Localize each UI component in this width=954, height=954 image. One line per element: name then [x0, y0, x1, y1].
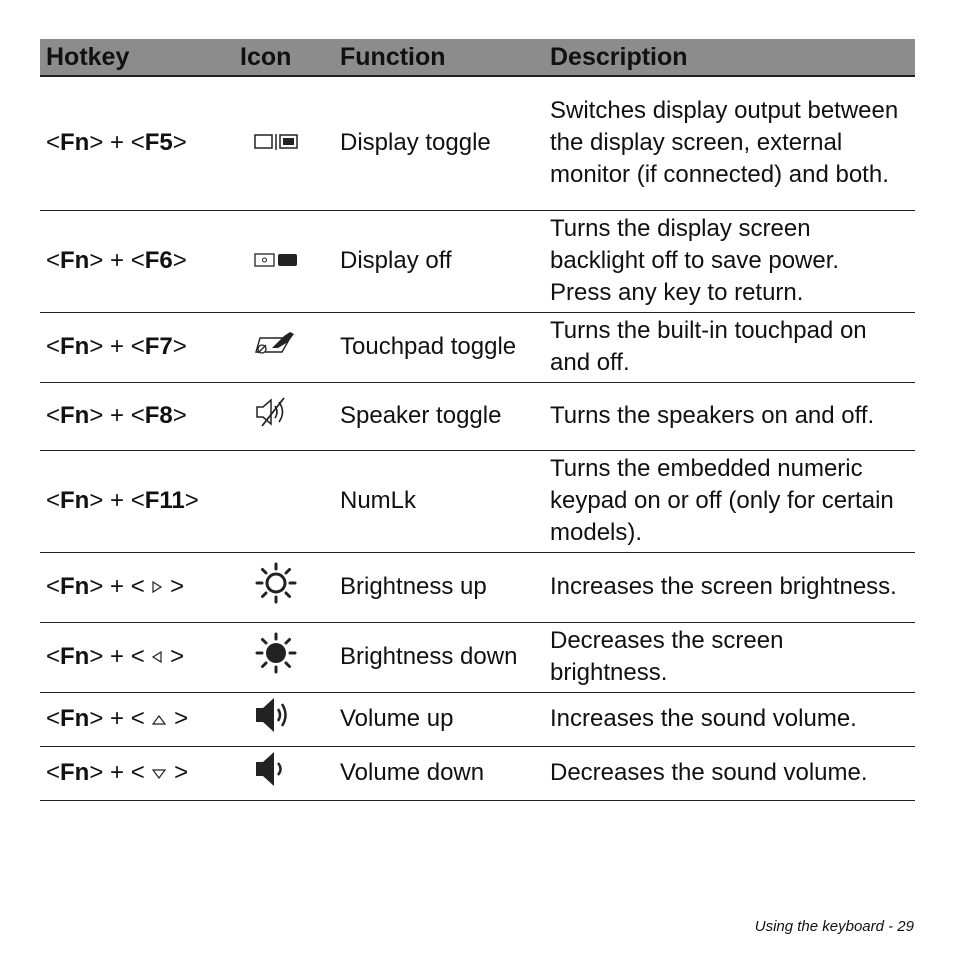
table-row [40, 450, 915, 552]
description-cell: Switches display output between the display screen, external monitor (if connected) and both. [550, 76, 915, 210]
display-off-icon [254, 245, 298, 277]
function-cell: Display off [340, 210, 550, 312]
table-row [40, 552, 915, 622]
brightness-up-icon [254, 561, 298, 614]
touchpad-toggle-icon [254, 330, 298, 365]
table-row [40, 312, 915, 382]
plus: + [110, 642, 125, 670]
fn-key: Fn [60, 642, 90, 670]
hotkey-cell: <Fn> + < > [40, 552, 234, 622]
function-cell: Display toggle [340, 76, 550, 210]
col-icon: Icon [234, 39, 340, 76]
description-cell: Turns the embedded numeric keypad on or off (only for certain models). [550, 450, 915, 552]
plus: + [110, 247, 125, 274]
table-row [40, 622, 915, 692]
plus: + [110, 572, 125, 600]
description-cell: Turns the display screen backlight off to save power. Press any key to return. [550, 210, 915, 312]
key: F5 [144, 129, 173, 157]
key: F11 [144, 487, 185, 514]
col-function: Function [340, 39, 550, 76]
speaker-toggle-icon [254, 396, 290, 437]
function-cell: NumLk [340, 450, 550, 552]
hotkey-cell: <Fn> + < > [40, 622, 234, 692]
description-cell: Decreases the sound volume. [550, 746, 915, 800]
fn-key: Fn [60, 129, 90, 157]
key: F7 [144, 333, 173, 360]
plus: + [110, 487, 125, 514]
fn-key: Fn [60, 247, 90, 274]
fn-key: Fn [60, 704, 90, 732]
volume-up-icon [254, 695, 294, 744]
hotkey-cell: <Fn> + < > [40, 692, 234, 746]
right-arrow-icon [151, 571, 163, 603]
fn-key: Fn [60, 333, 90, 360]
description-cell: Increases the sound volume. [550, 692, 915, 746]
table-row [40, 692, 915, 746]
hotkey-cell: <Fn> + <F7> [40, 312, 234, 382]
hotkey-cell: <Fn> + <F8> [40, 382, 234, 450]
function-cell: Touchpad toggle [340, 312, 550, 382]
function-cell: Brightness up [340, 552, 550, 622]
down-arrow-icon [151, 757, 167, 789]
function-cell: Volume up [340, 692, 550, 746]
fn-key: Fn [60, 402, 90, 429]
col-hotkey: Hotkey [40, 39, 234, 76]
description-cell: Increases the screen brightness. [550, 552, 915, 622]
fn-key: Fn [60, 758, 90, 786]
fn-key: Fn [60, 487, 90, 514]
hotkey-cell: <Fn> + <F5> [40, 76, 234, 210]
hotkey-cell: <Fn> + < > [40, 746, 234, 800]
plus: + [110, 333, 125, 360]
key: F8 [144, 402, 173, 429]
key: F6 [144, 247, 173, 274]
hotkey-cell: <Fn> + <F11> [40, 450, 234, 552]
display-toggle-icon [254, 128, 298, 160]
empty-icon-cell [234, 450, 340, 552]
table-row [40, 746, 915, 800]
plus: + [110, 758, 125, 786]
description-cell: Decreases the screen brightness. [550, 622, 915, 692]
plus: + [110, 402, 125, 429]
function-cell: Speaker toggle [340, 382, 550, 450]
hotkey-cell: <Fn> + <F6> [40, 210, 234, 312]
description-cell: Turns the built-in touchpad on and off. [550, 312, 915, 382]
page-footer: Using the keyboard - 29 [754, 918, 914, 935]
plus: + [110, 129, 125, 157]
volume-down-icon [254, 749, 294, 798]
function-cell: Volume down [340, 746, 550, 800]
fn-key: Fn [60, 572, 90, 600]
hotkey-table [40, 39, 915, 801]
brightness-down-icon [254, 631, 298, 684]
table-row [40, 382, 915, 450]
function-cell: Brightness down [340, 622, 550, 692]
left-arrow-icon [151, 641, 163, 673]
description-cell: Turns the speakers on and off. [550, 382, 915, 450]
table-row [40, 210, 915, 312]
col-description: Description [550, 39, 915, 76]
table-row [40, 76, 915, 210]
table-header-row [40, 39, 915, 76]
plus: + [110, 704, 125, 732]
up-arrow-icon [151, 703, 167, 735]
